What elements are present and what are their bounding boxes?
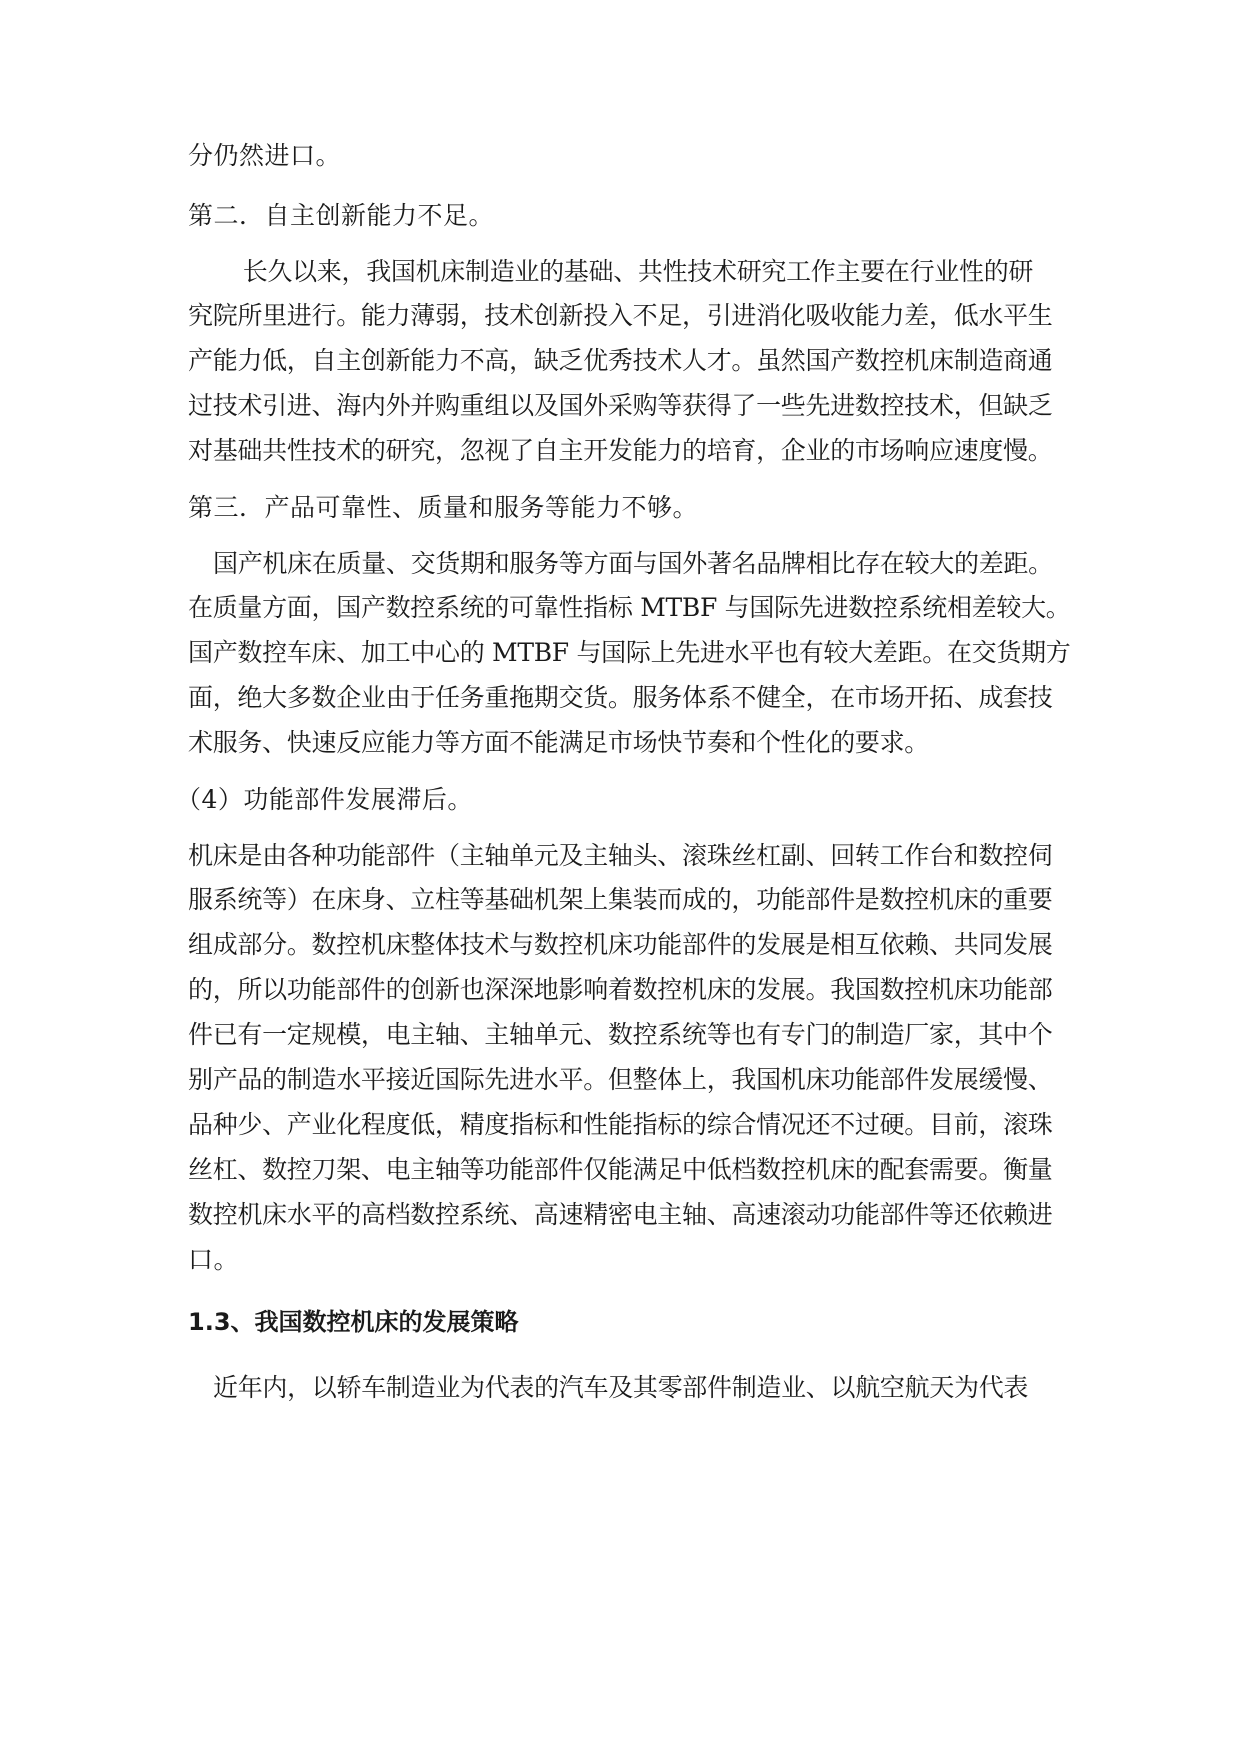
paragraph-line: 机床是由各种功能部件（主轴单元及主轴头、滚珠丝杠副、回转工作台和数控伺 [188, 841, 1053, 870]
paragraph-line: 国产数控车床、加工中心的 MTBF 与国际上先进水平也有较大差距。在交货期方 [188, 638, 1071, 667]
section-title-third: 第三．产品可靠性、质量和服务等能力不够。 [188, 493, 699, 522]
paragraph-line: 别产品的制造水平接近国际先进水平。但整体上，我国机床功能部件发展缓慢、 [188, 1065, 1053, 1094]
paragraph-line: 品种少、产业化程度低，精度指标和性能指标的综合情况还不过硬。目前，滚珠 [188, 1110, 1053, 1139]
paragraph-line: 产能力低，自主创新能力不高，缺乏优秀技术人才。虽然国产数控机床制造商通 [188, 346, 1053, 375]
paragraph-line: 国产机床在质量、交货期和服务等方面与国外著名品牌相比存在较大的差距。 [213, 549, 1053, 578]
section-heading: 1.3、我国数控机床的发展策略 [188, 1308, 519, 1336]
paragraph-line: 服系统等）在床身、立柱等基础机架上集装而成的，功能部件是数控机床的重要 [188, 885, 1053, 914]
paragraph-line: 丝杠、数控刀架、电主轴等功能部件仅能满足中低档数控机床的配套需要。衡量 [188, 1155, 1053, 1184]
paragraph-line: 在质量方面，国产数控系统的可靠性指标 MTBF 与国际先进数控系统相差较大。 [188, 593, 1071, 622]
paragraph-line: 数控机床水平的高档数控系统、高速精密电主轴、高速滚动功能部件等还依赖进 [188, 1200, 1053, 1229]
section-title-second: 第二．自主创新能力不足。 [188, 201, 495, 230]
paragraph-line: 件已有一定规模，电主轴、主轴单元、数控系统等也有专门的制造厂家，其中个 [188, 1020, 1053, 1049]
paragraph-line: 术服务、快速反应能力等方面不能满足市场快节奏和个性化的要求。 [188, 728, 930, 757]
paragraph-line: 口。 [188, 1245, 240, 1274]
text-line: 分仍然进口。 [188, 141, 342, 170]
section-title-four: （4）功能部件发展滞后。 [176, 785, 473, 814]
paragraph-line: 对基础共性技术的研究，忽视了自主开发能力的培育，企业的市场响应速度慢。 [188, 436, 1053, 465]
paragraph-line: 近年内，以轿车制造业为代表的汽车及其零部件制造业、以航空航天为代表 [213, 1373, 1029, 1402]
paragraph-line: 长久以来，我国机床制造业的基础、共性技术研究工作主要在行业性的研 [218, 257, 1034, 286]
paragraph-line: 面，绝大多数企业由于任务重拖期交货。服务体系不健全，在市场开拓、成套技 [188, 683, 1053, 712]
paragraph-line: 过技术引进、海内外并购重组以及国外采购等获得了一些先进数控技术，但缺乏 [188, 391, 1053, 420]
paragraph-line: 的，所以功能部件的创新也深深地影响着数控机床的发展。我国数控机床功能部 [188, 975, 1053, 1004]
paragraph-line: 组成部分。数控机床整体技术与数控机床功能部件的发展是相互依赖、共同发展 [188, 930, 1053, 959]
paragraph-line: 究院所里进行。能力薄弱，技术创新投入不足，引进消化吸收能力差，低水平生 [188, 301, 1053, 330]
